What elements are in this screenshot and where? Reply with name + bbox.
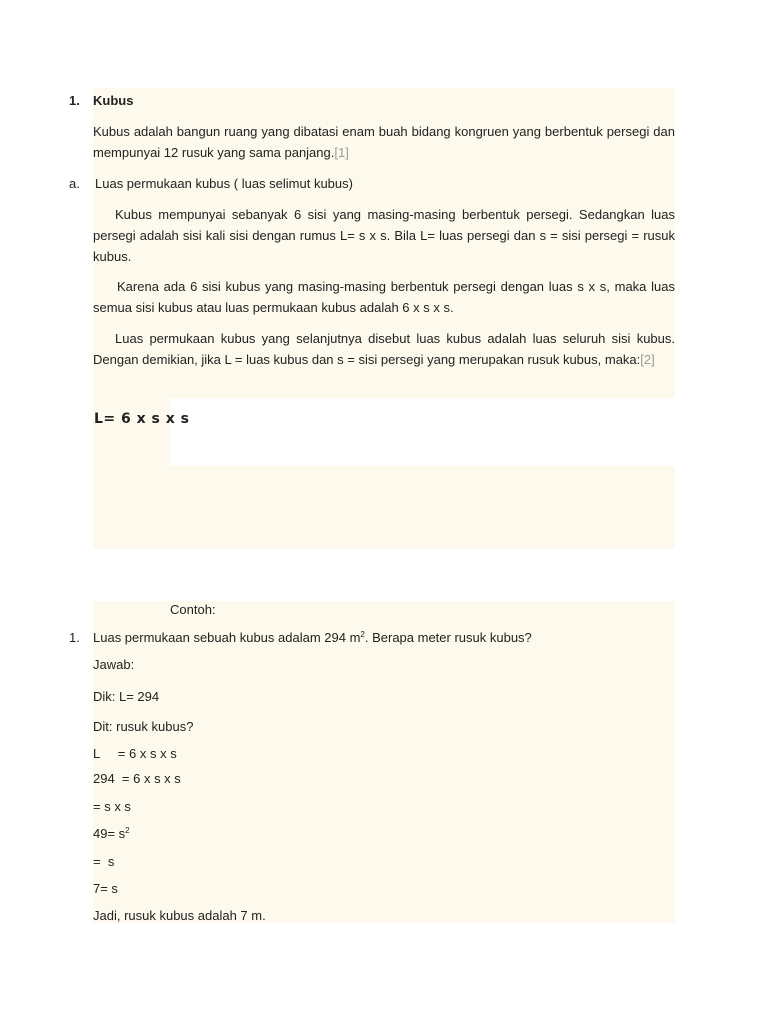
paragraph-3-reference[interactable]: [2]	[640, 352, 655, 367]
step-4-superscript: 2	[125, 826, 130, 835]
step-2: 294 = 6 x s x s	[93, 771, 181, 786]
intro-text: Kubus adalah bangun ruang yang dibatasi enam buah bidang kongruen yang berbentuk persegi dan mempunyai 12 rusuk yang sama panjang.	[93, 124, 675, 160]
subsection-letter: a.	[69, 176, 80, 191]
subsection-title: Luas permukaan kubus ( luas selimut kubus)	[95, 176, 353, 191]
answer-label: Jawab:	[93, 657, 135, 672]
intro-reference[interactable]: [1]	[334, 145, 349, 160]
section-number: 1.	[69, 93, 80, 108]
example-number: 1.	[69, 630, 80, 645]
question-superscript: 2	[360, 630, 365, 639]
paragraph-2: Karena ada 6 sisi kubus yang masing-masing berbentuk persegi dengan luas s x s, maka luas semua sisi kubus atau luas permukaan kubus adalah 6 x s x s.	[93, 279, 675, 315]
question-text: Luas permukaan sebuah kubus adalam 294 m	[93, 630, 361, 645]
step-4	[93, 826, 130, 842]
paragraph-1: Kubus mempunyai sebanyak 6 sisi yang masing-masing berbentuk persegi. Sedangkan luas persegi adalah sisi kali sisi dengan rumus L= s x s. Bila L= luas persegi dan s = sisi persegi = rusuk kubus.	[93, 207, 675, 264]
asked-value: Dit: rusuk kubus?	[93, 719, 194, 734]
conclusion: Jadi, rusuk kubus adalah 7 m.	[93, 908, 266, 923]
step-5: = s	[93, 854, 115, 869]
highlight-formula-line	[93, 398, 170, 466]
surface-area-formula: L= 6 x s x s	[94, 411, 190, 427]
step-6: 7= s	[93, 881, 118, 896]
section-intro	[93, 121, 675, 163]
section-title: Kubus	[93, 93, 134, 108]
example-question	[93, 630, 532, 646]
step-4-text: 49= s	[93, 826, 126, 841]
highlight-block-lower	[93, 466, 675, 549]
known-values: Dik: L= 294	[93, 689, 160, 704]
question-text-end: . Berapa meter rusuk kubus?	[364, 630, 532, 645]
step-3: = s x s	[93, 799, 131, 814]
highlight-block-example	[93, 601, 675, 923]
example-heading: Contoh:	[170, 602, 216, 617]
step-1: L = 6 x s x s	[93, 746, 177, 761]
paragraph-3-text: Luas permukaan kubus yang selanjutnya disebut luas kubus adalah luas seluruh sisi kubus. Dengan demikian, jika L = luas kubus dan s = sisi persegi yang merupakan rusuk kubus, maka:	[93, 331, 675, 367]
paragraph-3	[93, 328, 675, 370]
